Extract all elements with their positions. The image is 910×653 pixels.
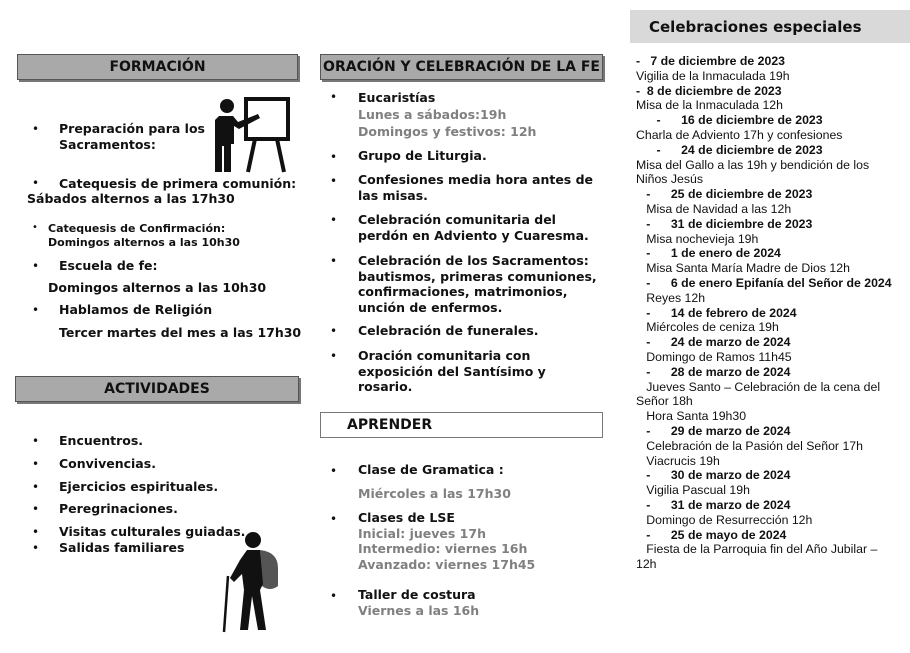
formacion-bullet-1: • xyxy=(32,122,40,136)
oracion-item-2: Grupo de Liturgia. xyxy=(358,148,487,163)
oracion-item-7: Oración comunitaria con exposición del Santísimo y rosario. xyxy=(358,348,546,394)
actividades-bullet-5: • xyxy=(32,525,40,539)
celebracion-date: - 30 de marzo de 2024 xyxy=(636,468,791,483)
formacion-item-5-detail: Tercer martes del mes a las 17h30 xyxy=(59,325,302,340)
aprender-bullet-3: • xyxy=(330,589,338,603)
celebracion-detail: Domingo de Ramos 11h45 xyxy=(636,350,792,364)
oracion-bullet-4: • xyxy=(330,213,338,227)
celebracion-detail: Celebración de la Pasión del Señor 17h xyxy=(636,438,863,453)
celebraciones-heading xyxy=(630,10,910,43)
celebracion-detail: Misa del Gallo a las 19h y bendición de los xyxy=(636,157,870,172)
oracion-item-3: Confesiones media hora antes de las misas. xyxy=(358,172,594,203)
actividades-item-2: Convivencias. xyxy=(59,456,156,471)
formacion-bullet-5: • xyxy=(32,303,40,317)
oracion-bullet-5: • xyxy=(330,254,338,268)
formacion-bullet-3: • xyxy=(32,222,38,233)
celebraciones-heading-text: Celebraciones especiales xyxy=(649,17,862,36)
celebracion-detail: Viacrucis 19h xyxy=(636,453,720,468)
celebracion-detail: Jueves Santo – Celebración de la cena del xyxy=(636,379,881,394)
aprender-bullet-2: • xyxy=(330,512,338,526)
aprender-item-2: Clases de LSE Inicial: jueves 17h Intermedio: viernes 16h Avanzado: viernes 17h45 xyxy=(358,510,536,572)
oracion-item-6: Celebración de funerales. xyxy=(358,323,539,338)
celebracion-detail: Misa de la Inmaculada 12h xyxy=(636,98,783,113)
actividades-heading xyxy=(15,376,299,402)
actividades-bullet-1: • xyxy=(32,434,40,448)
celebracion-date: - 1 de enero de 2024 xyxy=(636,246,781,261)
celebracion-detail: Señor 18h xyxy=(636,394,693,409)
aprender-heading xyxy=(320,412,603,438)
celebracion-date: - 8 de diciembre de 2023 xyxy=(636,83,782,98)
formacion-bullet-2: • xyxy=(32,176,40,190)
celebracion-detail: Reyes 12h xyxy=(636,290,706,305)
celebracion-date: - 24 de diciembre de 2023 xyxy=(636,142,823,157)
celebracion-detail: Hora Santa 19h30 xyxy=(636,409,747,424)
actividades-bullet-4: • xyxy=(32,502,40,516)
teacher-board-icon xyxy=(212,96,292,174)
celebracion-date: - 31 de marzo de 2024 xyxy=(636,498,791,512)
celebracion-date: - 28 de marzo de 2024 xyxy=(636,364,791,379)
celebracion-date: - 24 de marzo de 2024 xyxy=(636,335,791,350)
actividades-item-5: Visitas culturales guiadas. xyxy=(59,524,246,539)
celebracion-detail: Charla de Adviento 17h y confesiones xyxy=(636,128,843,142)
celebracion-date: - 29 de marzo de 2024 xyxy=(636,424,791,438)
hiker-icon xyxy=(220,530,284,634)
oracion-item-4: Celebración comunitaria del perdón en Adviento y Cuaresma. xyxy=(358,212,589,243)
celebracion-detail: Vigilia de la Inmaculada 19h xyxy=(636,68,790,83)
formacion-item-2-detail: Sábados alternos a las 17h30 xyxy=(27,191,235,206)
formacion-item-4: Escuela de fe: xyxy=(59,258,158,273)
actividades-item-4: Peregrinaciones. xyxy=(59,501,178,516)
actividades-item-1: Encuentros. xyxy=(59,433,144,448)
celebracion-detail: Domingo de Resurrección 12h xyxy=(636,512,813,527)
aprender-item-1: Clase de Gramatica : xyxy=(358,462,504,477)
aprender-item-3: Taller de costura Viernes a las 16h xyxy=(358,587,480,618)
celebracion-detail: Misa nochevieja 19h xyxy=(636,231,759,246)
celebracion-detail: Fiesta de la Parroquia fin del Año Jubilar – xyxy=(636,542,878,557)
celebracion-date: - 7 de diciembre de 2023 xyxy=(636,54,785,68)
oracion-heading xyxy=(320,54,603,80)
actividades-item-6: Salidas familiares xyxy=(59,540,185,555)
celebracion-detail: Miércoles de ceniza 19h xyxy=(636,320,779,335)
aprender-item-1-detail: Miércoles a las 17h30 xyxy=(358,486,511,501)
celebracion-date: - 6 de enero Epifanía del Señor de 2024 xyxy=(636,276,892,290)
celebracion-detail: Misa de Navidad a las 12h xyxy=(636,202,792,216)
oracion-item-5: Celebración de los Sacramentos: bautismos, primeras comuniones, confirmaciones, matrimonios, unción de enfermos. xyxy=(358,253,597,315)
formacion-item-4-detail: Domingos alternos a las 10h30 xyxy=(48,280,267,295)
celebracion-date: - 25 de mayo de 2024 xyxy=(636,527,787,542)
celebracion-date: - 14 de febrero de 2024 xyxy=(636,305,797,320)
actividades-heading-text: ACTIVIDADES xyxy=(104,381,210,397)
celebracion-date: - 25 de diciembre de 2023 xyxy=(636,187,813,202)
formacion-item-3: Catequesis de Confirmación: Domingos alternos a las 10h30 xyxy=(48,222,240,249)
oracion-bullet-2: • xyxy=(330,150,338,164)
celebracion-detail: Niños Jesús xyxy=(636,172,703,187)
formacion-item-2: Catequesis de primera comunión: xyxy=(59,176,297,191)
formacion-item-5: Hablamos de Religión xyxy=(59,302,213,317)
celebracion-date: - 16 de diciembre de 2023 xyxy=(636,113,823,128)
formacion-heading xyxy=(17,54,298,80)
actividades-bullet-6: • xyxy=(32,541,40,555)
aprender-bullet-1: • xyxy=(330,464,338,478)
oracion-item-1: Eucaristías Lunes a sábados:19h Domingos y festivos: 12h xyxy=(358,90,537,139)
aprender-heading-text: APRENDER xyxy=(347,417,433,433)
formacion-heading-text: FORMACIÓN xyxy=(109,59,206,75)
oracion-heading-text: ORACIÓN Y CELEBRACIÓN DE LA FE xyxy=(323,59,600,75)
oracion-bullet-1: • xyxy=(330,90,338,104)
formacion-bullet-4: • xyxy=(32,259,40,273)
oracion-bullet-7: • xyxy=(330,349,338,363)
celebracion-detail: Misa Santa María Madre de Dios 12h xyxy=(636,261,850,276)
actividades-bullet-2: • xyxy=(32,457,40,471)
actividades-item-3: Ejercicios espirituales. xyxy=(59,479,219,494)
celebracion-date: - 31 de diciembre de 2023 xyxy=(636,216,813,231)
celebracion-detail: Vigilia Pascual 19h xyxy=(636,483,750,498)
oracion-bullet-6: • xyxy=(330,324,338,338)
formacion-item-1-title: Preparación para los Sacramentos: xyxy=(59,121,205,152)
oracion-bullet-3: • xyxy=(330,174,338,188)
celebracion-detail: 12h xyxy=(636,557,657,572)
actividades-bullet-3: • xyxy=(32,480,40,494)
